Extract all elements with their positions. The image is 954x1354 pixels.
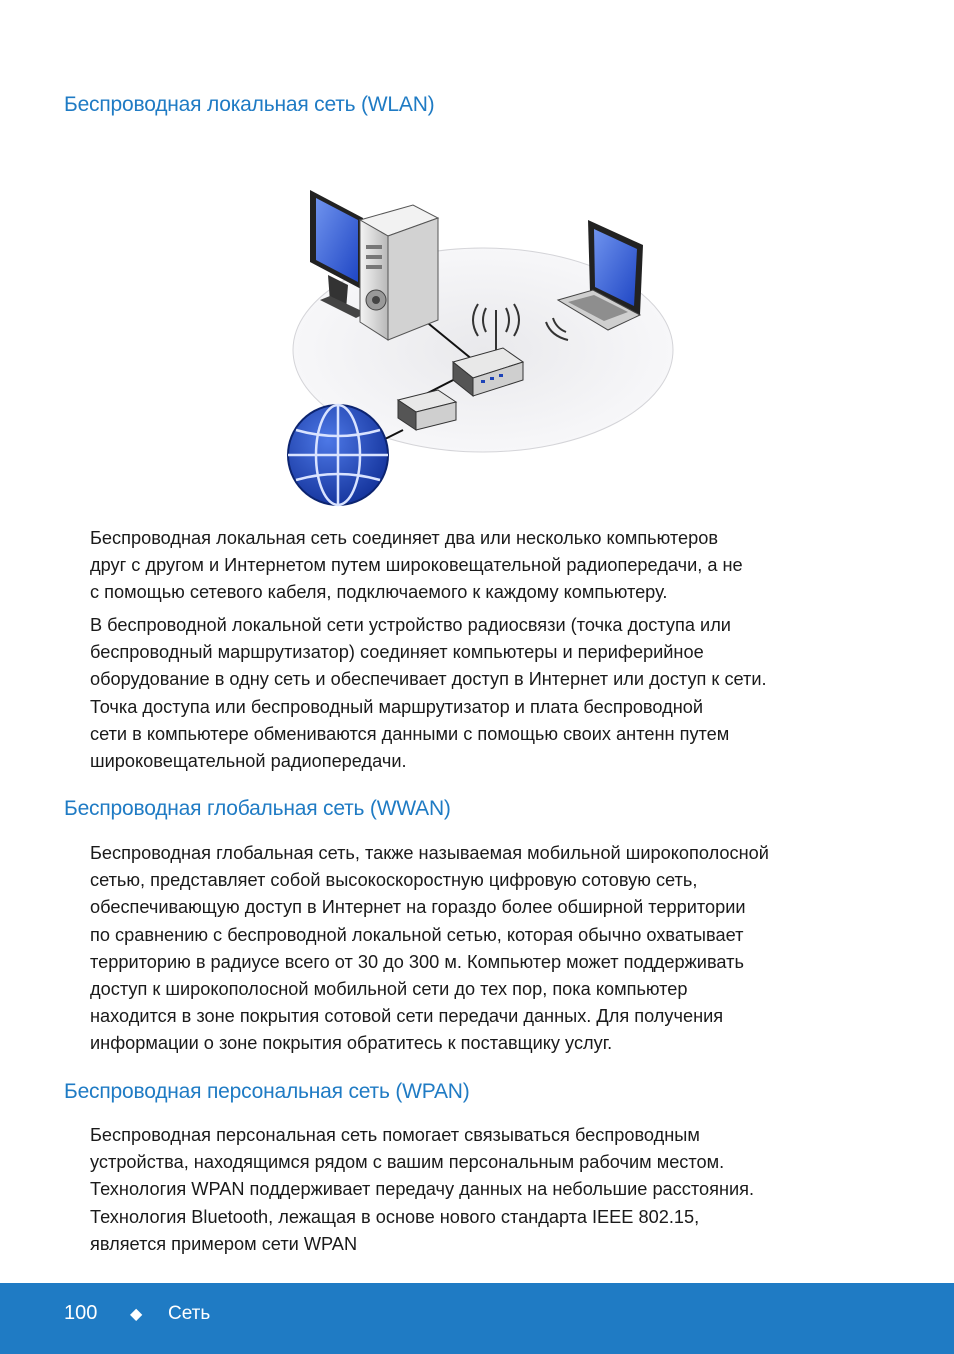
wlan-diagram xyxy=(268,150,680,510)
globe-icon xyxy=(288,405,388,505)
text-line: информации о зоне покрытия обратитесь к поставщику услуг. xyxy=(90,1033,613,1054)
page-footer xyxy=(0,1283,954,1354)
text-line: В беспроводной локальной сети устройство радиосвязи (точка доступа или xyxy=(90,615,731,635)
text-line: Точка доступа или беспроводный маршрутизатор и плата беспроводной xyxy=(90,696,704,717)
heading-wwan: Беспроводная глобальная сеть (WWAN) xyxy=(64,797,451,820)
wpan-paragraph xyxy=(90,1122,870,1258)
text-line: находится в зоне покрытия сотовой сети передачи данных. Для получения xyxy=(90,1006,724,1027)
wwan-paragraph xyxy=(90,840,870,1058)
text-line: по сравнению с беспроводной локальной сетью, которая обычно охватывает xyxy=(90,924,744,945)
text-line: Технология WPAN поддерживает передачу данных на небольшие расстояния. xyxy=(90,1179,755,1200)
footer-section-name: Сеть xyxy=(168,1303,211,1324)
heading-wlan: Беспроводная локальная сеть (WLAN) xyxy=(64,93,435,116)
diamond-separator-icon: ◆ xyxy=(130,1306,143,1323)
heading-wpan: Беспроводная персональная сеть (WPAN) xyxy=(64,1080,470,1103)
text-line: беспроводный маршрутизатор) соединяет компьютеры и периферийное xyxy=(90,642,704,663)
text-line: Беспроводная персональная сеть помогает связываться беспроводным xyxy=(90,1125,700,1145)
text-line: устройства, находящимся рядом с вашим персональным рабочим местом. xyxy=(90,1152,725,1173)
text-line: является примером сети WPAN xyxy=(90,1233,358,1254)
page-number: 100 xyxy=(64,1302,98,1324)
text-line: друг с другом и Интернетом путем широковещательной радиопередачи, а не xyxy=(90,555,743,576)
text-line: сети в компьютере обмениваются данными с помощью своих антенн путем xyxy=(90,723,730,744)
text-line: территорию в радиусе всего от 30 до 300 м. Компьютер может поддерживать xyxy=(90,951,744,972)
server-tower-icon xyxy=(360,205,438,340)
wlan-paragraph-2 xyxy=(90,612,870,775)
wlan-paragraph-1 xyxy=(90,525,870,607)
text-line: Технология Bluetooth, лежащая в основе нового стандарта IEEE 802.15, xyxy=(90,1206,700,1227)
text-line: оборудование в одну сеть и обеспечивает доступ в Интернет или доступ к сети. xyxy=(90,669,767,690)
text-line: сетью, представляет собой высокоскоростную цифровую сотовую сеть, xyxy=(90,870,698,891)
text-line: широковещательной радиопередачи. xyxy=(90,751,407,772)
text-line: Беспроводная локальная сеть соединяет два или несколько компьютеров xyxy=(90,528,719,548)
text-line: обеспечивающую доступ в Интернет на гораздо более обширной территории xyxy=(90,897,746,918)
text-line: доступ к широкополосной мобильной сети до тех пор, пока компьютер xyxy=(90,979,688,1000)
text-line: Беспроводная глобальная сеть, также называемая мобильной широкополосной xyxy=(90,843,769,863)
text-line: с помощью сетевого кабеля, подключаемого к каждому компьютеру. xyxy=(90,582,668,603)
